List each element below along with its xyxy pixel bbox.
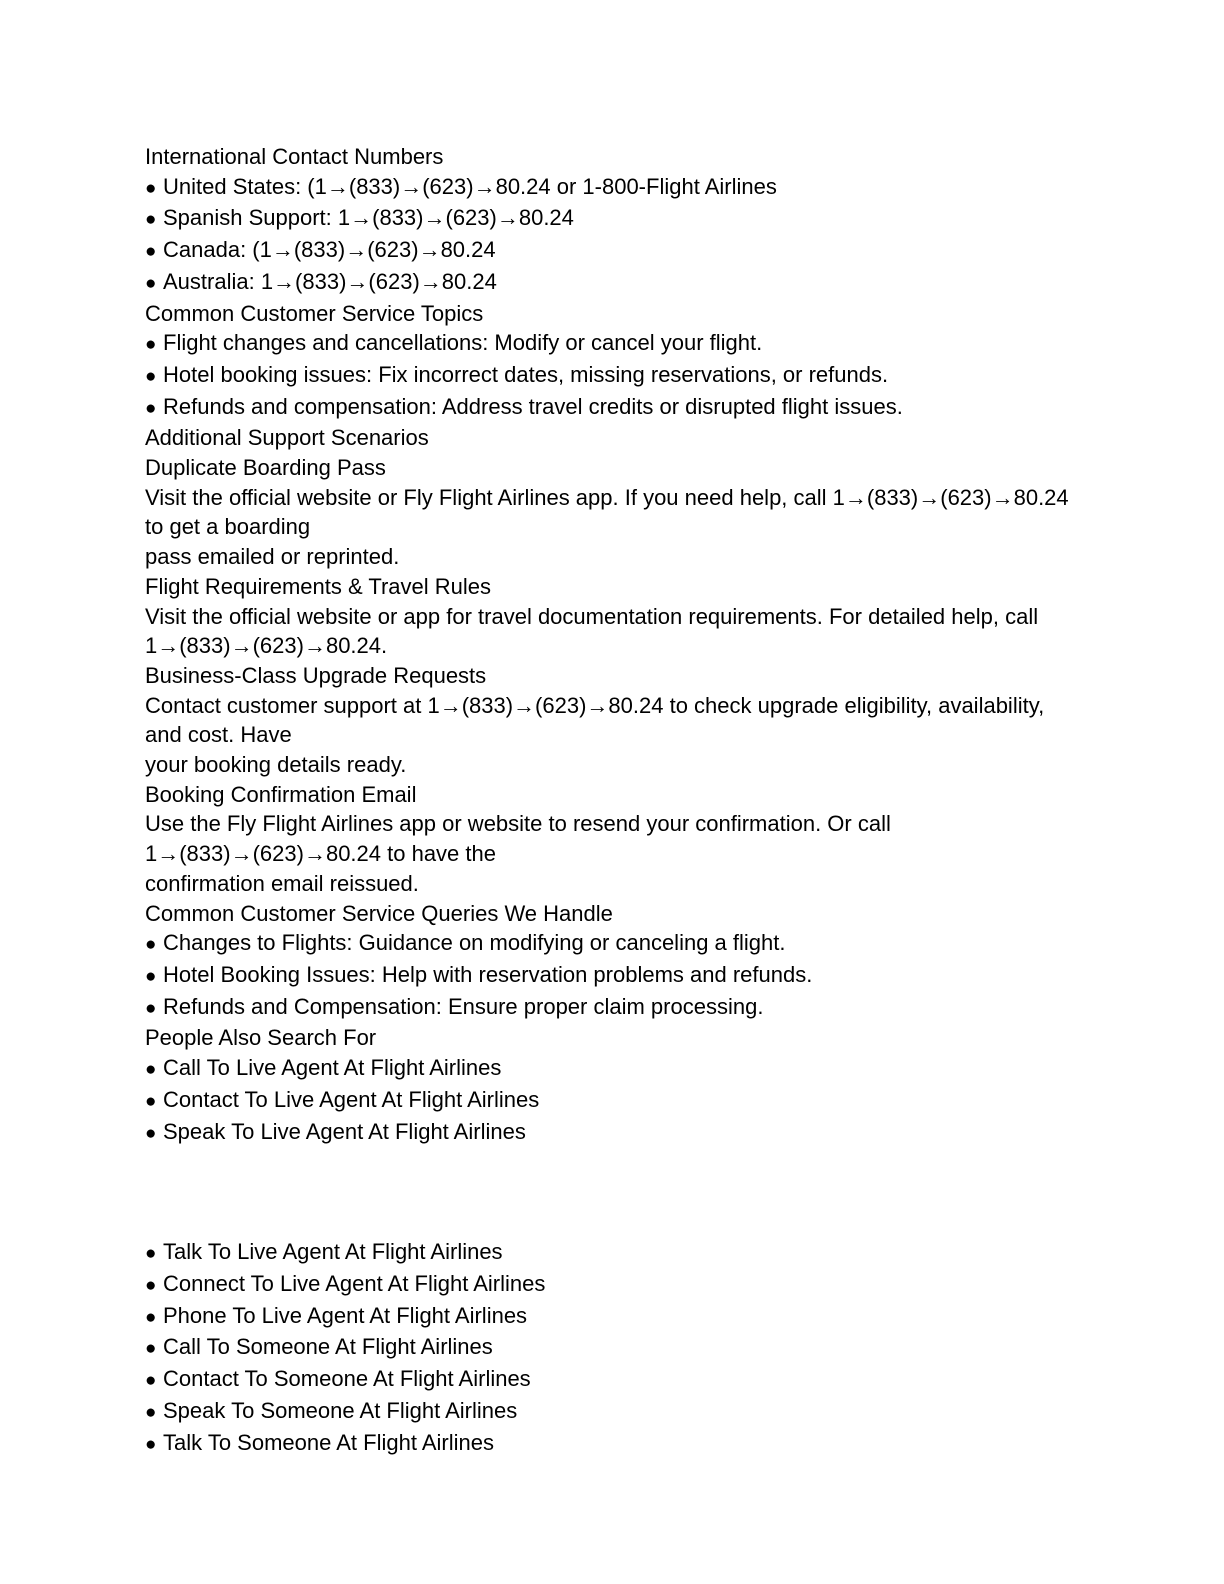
line-text: Use the Fly Flight Airlines app or website to resend your confirmation. Or call bbox=[145, 811, 891, 837]
bullet-item bbox=[145, 992, 1184, 1024]
bullet-marker: ● bbox=[145, 177, 157, 199]
text-line bbox=[145, 780, 1184, 810]
text-line bbox=[145, 1023, 1184, 1053]
text-line bbox=[145, 720, 1184, 750]
line-text: Duplicate Boarding Pass bbox=[145, 455, 386, 481]
line-text: 1→(833)→(623)→80.24 to have the bbox=[145, 841, 496, 867]
bullet-item bbox=[145, 235, 1184, 267]
bullet-item bbox=[145, 328, 1184, 360]
text-line bbox=[145, 423, 1184, 453]
line-text: Business-Class Upgrade Requests bbox=[145, 662, 487, 688]
bullet-item bbox=[145, 203, 1184, 235]
bullet-marker: ● bbox=[145, 965, 157, 987]
line-text: People Also Search For bbox=[145, 1025, 377, 1051]
line-text: Connect To Live Agent At Flight Airlines bbox=[163, 1271, 546, 1296]
text-line bbox=[145, 809, 1184, 839]
bullet-marker: ● bbox=[145, 272, 157, 294]
bullet-marker: ● bbox=[145, 1122, 157, 1144]
line-text: Common Customer Service Topics bbox=[145, 300, 484, 326]
line-text: Speak To Someone At Flight Airlines bbox=[163, 1397, 518, 1423]
bullet-marker: ● bbox=[145, 1338, 157, 1360]
line-text: Refunds and compensation: Address travel credits or disrupted flight issues. bbox=[163, 393, 903, 419]
text-line bbox=[145, 602, 1184, 632]
line-text: Talk To Live Agent At Flight Airlines bbox=[163, 1239, 503, 1265]
bullet-marker: ● bbox=[145, 241, 157, 263]
line-text: Contact customer support at 1→(833)→(623)→80.24 to check upgrade eligibility, availability, bbox=[145, 692, 1045, 718]
bullet-item bbox=[145, 172, 1184, 204]
text-line bbox=[145, 899, 1184, 929]
text-line bbox=[145, 631, 1184, 661]
bullet-item bbox=[145, 1053, 1184, 1085]
text-line bbox=[145, 572, 1184, 602]
bullet-item bbox=[145, 1332, 1184, 1364]
line-text: your booking details ready. bbox=[145, 752, 407, 778]
bullet-item bbox=[145, 1269, 1184, 1301]
bullet-marker: ● bbox=[145, 1370, 157, 1392]
text-line bbox=[145, 839, 1184, 869]
bullet-item bbox=[145, 267, 1184, 299]
text-line bbox=[145, 299, 1184, 329]
line-text: Flight Requirements & Travel Rules bbox=[145, 573, 492, 599]
bullet-item bbox=[145, 392, 1184, 424]
line-text: Visit the official website or Fly Flight Airlines app. If you need help, call 1→(833)→(623)→80.24 bbox=[145, 484, 1069, 510]
text-line bbox=[145, 142, 1184, 172]
line-text: Hotel booking issues: Fix incorrect dates, missing reservations, or refunds. bbox=[163, 361, 889, 387]
bullet-item bbox=[145, 960, 1184, 992]
bullet-marker: ● bbox=[145, 997, 157, 1019]
bullet-item bbox=[145, 1301, 1184, 1333]
text-line bbox=[145, 542, 1184, 572]
bullet-item bbox=[145, 360, 1184, 392]
bullet-item bbox=[145, 1085, 1184, 1117]
line-text: Hotel Booking Issues: Help with reservation problems and refunds. bbox=[163, 961, 813, 987]
document-body bbox=[145, 142, 1184, 1459]
line-text: Contact To Live Agent At Flight Airlines bbox=[163, 1086, 540, 1112]
line-text: Additional Support Scenarios bbox=[145, 425, 429, 451]
bullet-item bbox=[145, 1396, 1184, 1428]
text-line bbox=[145, 661, 1184, 691]
bullet-marker: ● bbox=[145, 1243, 157, 1265]
text-line bbox=[145, 483, 1184, 513]
bullet-item bbox=[145, 1117, 1184, 1149]
bullet-item bbox=[145, 928, 1184, 960]
blank-lines bbox=[145, 1148, 1184, 1237]
bullet-marker: ● bbox=[145, 1433, 157, 1455]
line-text: Canada: (1→(833)→(623)→80.24 bbox=[163, 237, 496, 263]
line-text: Visit the official website or app for travel documentation requirements. For detailed help, call bbox=[145, 603, 1039, 629]
line-text: Changes to Flights: Guidance on modifying or canceling a flight. bbox=[163, 930, 786, 956]
line-text: Flight changes and cancellations: Modify or cancel your flight. bbox=[163, 330, 763, 356]
line-text: to get a boarding bbox=[145, 514, 311, 540]
bullet-marker: ● bbox=[145, 209, 157, 231]
line-text: Talk To Someone At Flight Airlines bbox=[163, 1429, 494, 1455]
bullet-item bbox=[145, 1364, 1184, 1396]
bullet-marker: ● bbox=[145, 334, 157, 356]
line-text: International Contact Numbers bbox=[145, 144, 444, 169]
text-line bbox=[145, 750, 1184, 780]
text-line bbox=[145, 869, 1184, 899]
bullet-marker: ● bbox=[145, 1059, 157, 1081]
line-text: Speak To Live Agent At Flight Airlines bbox=[163, 1118, 526, 1144]
text-line bbox=[145, 512, 1184, 542]
line-text: Spanish Support: 1→(833)→(623)→80.24 bbox=[163, 205, 574, 231]
bullet-item bbox=[145, 1237, 1184, 1269]
line-text: Phone To Live Agent At Flight Airlines bbox=[163, 1302, 528, 1328]
bullet-item bbox=[145, 1428, 1184, 1460]
bullet-marker: ● bbox=[145, 1306, 157, 1328]
line-text: 1→(833)→(623)→80.24. bbox=[145, 633, 388, 659]
bullet-marker: ● bbox=[145, 1090, 157, 1112]
bullet-marker: ● bbox=[145, 934, 157, 956]
text-line bbox=[145, 691, 1184, 721]
bullet-marker: ● bbox=[145, 1275, 157, 1296]
line-text: Common Customer Service Queries We Handle bbox=[145, 900, 613, 926]
bullet-marker: ● bbox=[145, 365, 157, 387]
line-text: Contact To Someone At Flight Airlines bbox=[163, 1366, 531, 1392]
line-text: pass emailed or reprinted. bbox=[145, 544, 400, 570]
line-text: Refunds and Compensation: Ensure proper claim processing. bbox=[163, 993, 764, 1019]
line-text: confirmation email reissued. bbox=[145, 870, 419, 896]
bullet-marker: ● bbox=[145, 1401, 157, 1423]
line-text: Booking Confirmation Email bbox=[145, 781, 417, 807]
line-text: Australia: 1→(833)→(623)→80.24 bbox=[163, 268, 497, 294]
line-text: Call To Someone At Flight Airlines bbox=[163, 1334, 493, 1360]
line-text: United States: (1→(833)→(623)→80.24 or 1-800-Flight Airlines bbox=[163, 173, 777, 199]
line-text: and cost. Have bbox=[145, 722, 292, 748]
line-text: Call To Live Agent At Flight Airlines bbox=[163, 1055, 502, 1081]
text-line bbox=[145, 453, 1184, 483]
bullet-marker: ● bbox=[145, 397, 157, 419]
